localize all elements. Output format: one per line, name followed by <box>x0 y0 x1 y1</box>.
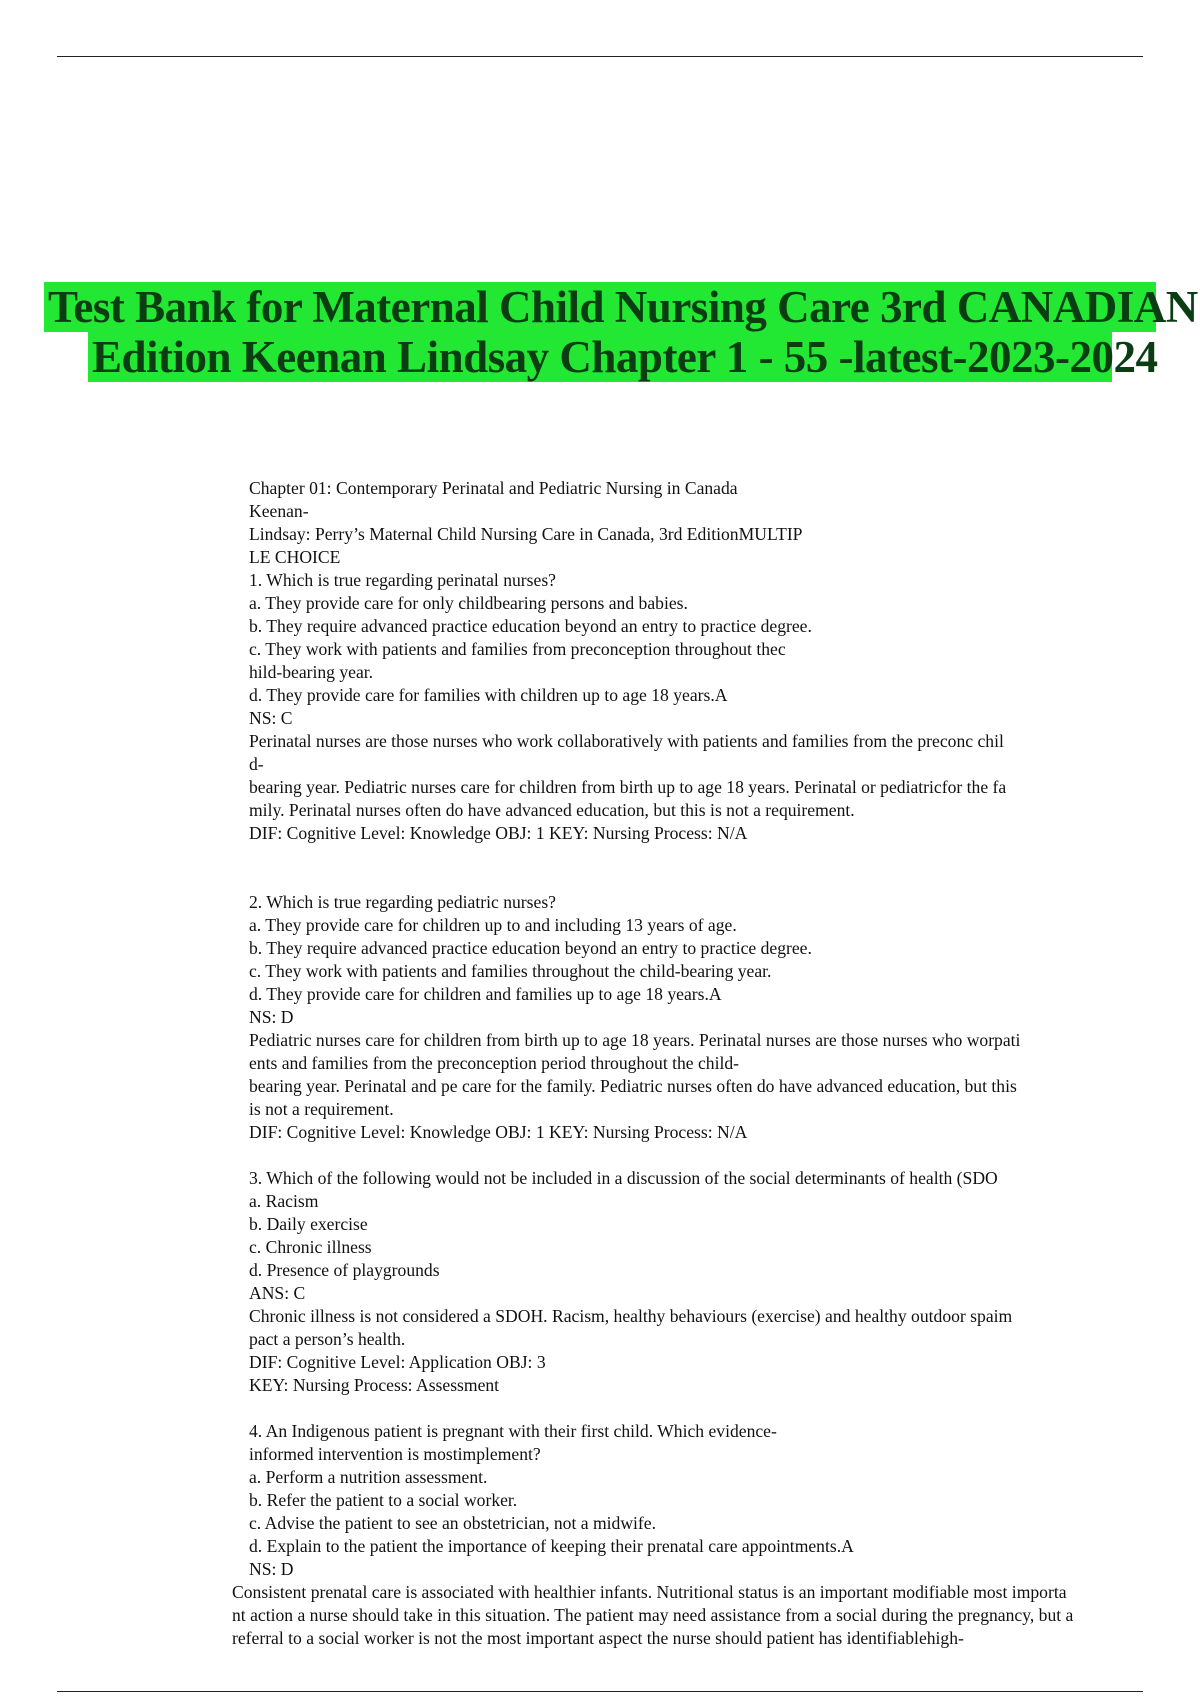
question-3 <box>249 1167 1169 1397</box>
rationale-line: d- <box>249 754 264 774</box>
question-stem: 4. An Indigenous patient is pregnant with their first child. Which evidence- <box>249 1421 777 1441</box>
rationale-line: referral to a social worker is not the most important aspect the nurse should patient has identifiablehigh- <box>232 1628 964 1648</box>
rationale-line: pact a person’s health. <box>249 1329 406 1349</box>
question-2 <box>249 891 1169 1144</box>
title-line-1: Test Bank for Maternal Child Nursing Care 3rd CANADIAN <box>44 282 1156 332</box>
question-stem: 3. Which of the following would not be included in a discussion of the social determinants of health (SDO <box>249 1168 998 1188</box>
question-4 <box>232 1420 1169 1650</box>
answer-option: a. They provide care for children up to and including 13 years of age. <box>249 915 737 935</box>
answer-option: d. Explain to the patient the importance of keeping their prenatal care appointments.A <box>249 1536 854 1556</box>
rationale-line: Chronic illness is not considered a SDOH. Racism, healthy behaviours (exercise) and healthy outdoor spaim <box>249 1306 1013 1326</box>
rationale-line: ents and families from the preconception period throughout the child- <box>249 1053 740 1073</box>
intro-line: Keenan- <box>249 501 309 521</box>
answer-option: a. They provide care for only childbearing persons and babies. <box>249 593 688 613</box>
question-stem: 1. Which is true regarding perinatal nurses? <box>249 570 556 590</box>
answer-option: c. They work with patients and families throughout the child-bearing year. <box>249 961 772 981</box>
question-meta: DIF: Cognitive Level: Knowledge OBJ: 1 KEY: Nursing Process: N/A <box>249 1122 748 1142</box>
question-1 <box>249 569 1169 845</box>
rationale-line: Consistent prenatal care is associated with healthier infants. Nutritional status is an important modifiable most importa <box>232 1582 1067 1602</box>
rationale-line: bearing year. Pediatric nurses care for children from birth up to age 18 years. Perinatal or pediatricfor the fa <box>249 777 1007 797</box>
question-stem: 2. Which is true regarding pediatric nurses? <box>249 892 556 912</box>
answer-option: b. They require advanced practice education beyond an entry to practice degree. <box>249 616 812 636</box>
document-title <box>0 282 1200 382</box>
answer-option: b. They require advanced practice education beyond an entry to practice degree. <box>249 938 812 958</box>
answer-option: b. Refer the patient to a social worker. <box>249 1490 518 1510</box>
top-rule <box>57 56 1143 57</box>
document-body <box>232 477 1169 1650</box>
answer-option: a. Racism <box>249 1191 319 1211</box>
intro-line: Lindsay: Perry’s Maternal Child Nursing Care in Canada, 3rd EditionMULTIP <box>249 524 803 544</box>
answer-option: hild-bearing year. <box>249 662 374 682</box>
title-line-2: Edition Keenan Lindsay Chapter 1 - 55 -latest-2023-2024 <box>88 332 1112 382</box>
bottom-rule <box>57 1691 1143 1692</box>
question-stem: informed intervention is mostimplement? <box>249 1444 541 1464</box>
answer-option: d. Presence of playgrounds <box>249 1260 440 1280</box>
answer-option: b. Daily exercise <box>249 1214 368 1234</box>
rationale-line: is not a requirement. <box>249 1099 394 1119</box>
answer-option: c. They work with patients and families from preconception throughout thec <box>249 639 786 659</box>
rationale-line: bearing year. Perinatal and pe care for the family. Pediatric nurses often do have advanced education, but this <box>249 1076 1017 1096</box>
answer-option: c. Advise the patient to see an obstetrician, not a midwife. <box>249 1513 656 1533</box>
chapter-heading: Chapter 01: Contemporary Perinatal and Pediatric Nursing in Canada <box>249 478 738 498</box>
chapter-intro <box>249 477 1169 569</box>
rationale-line: mily. Perinatal nurses often do have advanced education, but this is not a requirement. <box>249 800 855 820</box>
question-meta: DIF: Cognitive Level: Application OBJ: 3 <box>249 1352 546 1372</box>
rationale-line: nt action a nurse should take in this situation. The patient may need assistance from a social during the pregnancy, but a <box>232 1605 1074 1625</box>
answer-option: a. Perform a nutrition assessment. <box>249 1467 488 1487</box>
rationale-line: Pediatric nurses care for children from birth up to age 18 years. Perinatal nurses are those nurses who worpati <box>249 1030 1021 1050</box>
answer-key: ANS: C <box>249 1283 306 1303</box>
answer-option: d. They provide care for children and families up to age 18 years.A <box>249 984 722 1004</box>
answer-key: NS: D <box>249 1559 294 1579</box>
answer-key: NS: D <box>249 1007 294 1027</box>
rationale-line: Perinatal nurses are those nurses who work collaboratively with patients and families from the preconc chil <box>249 731 1004 751</box>
question-meta: KEY: Nursing Process: Assessment <box>249 1375 500 1395</box>
question-meta: DIF: Cognitive Level: Knowledge OBJ: 1 KEY: Nursing Process: N/A <box>249 823 748 843</box>
answer-key: NS: C <box>249 708 293 728</box>
answer-option: d. They provide care for families with children up to age 18 years.A <box>249 685 728 705</box>
answer-option: c. Chronic illness <box>249 1237 372 1257</box>
intro-line: LE CHOICE <box>249 547 341 567</box>
